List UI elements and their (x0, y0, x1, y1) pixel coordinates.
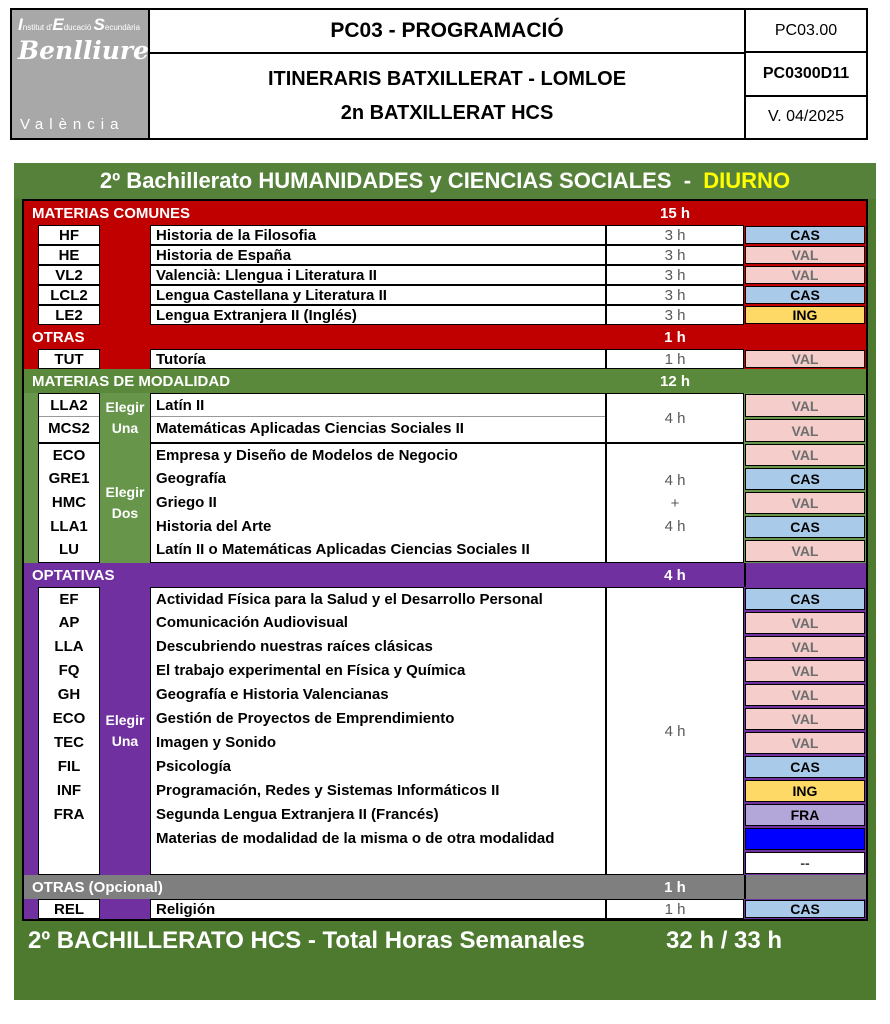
subject-cell: Comunicación Audiovisual (156, 613, 348, 631)
language-cell: VAL (745, 708, 865, 730)
choose-cell-line: Elegir (105, 484, 145, 500)
row-gap-cell (100, 225, 150, 245)
row-gap-cell (100, 899, 150, 919)
code-cell: REL (38, 899, 100, 919)
section-band-hours: 4 h (664, 566, 686, 584)
language-cell: CAS (745, 468, 865, 490)
row-left-strip (24, 225, 38, 245)
table-content (22, 199, 868, 921)
code-cell: AP (58, 613, 80, 631)
table-title-shift: DIURNO (703, 168, 791, 193)
choose-cell-line: Elegir (105, 712, 145, 728)
subject-cell: Actividad Física para la Salud y el Desarrollo Personal (156, 590, 543, 608)
language-cell: VAL (745, 612, 865, 634)
doc-subtitles (150, 54, 744, 138)
section-band-hours: 1 h (664, 878, 686, 896)
subject-cell (151, 850, 605, 872)
subject-column (150, 587, 606, 875)
code-cell: TEC (54, 733, 84, 751)
logo-institution-name: Institut d'Educació Secundària (18, 15, 141, 34)
choose-cell-line: Dos (111, 505, 139, 521)
language-cell: VAL (745, 419, 865, 442)
section-band (24, 325, 866, 349)
hours-line: 4 h (664, 722, 686, 740)
section-band-lang-area (744, 201, 866, 225)
choose-cell-line: Elegir (105, 399, 145, 415)
row-left-strip (24, 245, 38, 265)
row-gap-cell (100, 265, 150, 285)
table-row (24, 899, 866, 919)
code-cell: LLA2 (39, 394, 99, 417)
language-cell: ING (745, 780, 865, 802)
row-gap-cell (100, 305, 150, 325)
code-cell: INF (56, 781, 82, 799)
subject-cell: Lengua Extranjera II (Inglés) (150, 305, 606, 325)
hours-line: 4 h (664, 409, 686, 427)
section-band-label: MATERIAS DE MODALIDAD (32, 372, 231, 390)
code-column (38, 393, 100, 443)
doc-subtitle-1: ITINERARIS BATXILLERAT - LOMLOE (267, 67, 627, 90)
subject-cell: El trabajo experimental en Física y Química (156, 661, 466, 679)
choose-cell-line: Una (111, 420, 139, 436)
subject-group (24, 393, 866, 443)
language-cell: VAL (745, 350, 865, 368)
section-band-lang-area (744, 563, 866, 587)
subject-column (150, 443, 606, 563)
hours-cell: 3 h (606, 285, 744, 305)
row-gap-cell (100, 349, 150, 369)
table-title (14, 163, 876, 199)
hours-cell: 3 h (606, 225, 744, 245)
section-band-label: MATERIAS COMUNES (32, 204, 191, 222)
row-left-strip (24, 899, 38, 919)
subject-column (150, 393, 606, 443)
code-cell: FQ (58, 661, 80, 679)
header-codes (744, 10, 866, 138)
table-title-main: 2º Bachillerato HUMANIDADES y CIENCIAS SOCIALES - (99, 168, 704, 193)
hours-cell: 3 h (606, 305, 744, 325)
code-cell: LLA (54, 637, 84, 655)
code-cell: FIL (57, 757, 81, 775)
hours-cell: 1 h (606, 349, 744, 369)
section-band-hours: 15 h (659, 204, 690, 222)
table-row (24, 285, 866, 305)
hours-cell: 3 h (606, 245, 744, 265)
section-band-label: OTRAS (32, 328, 85, 346)
group-left-strip (24, 393, 38, 443)
language-cell: VAL (745, 394, 865, 417)
subject-group (24, 443, 866, 563)
hours-cell-merged (606, 443, 744, 563)
language-cell: ING (745, 306, 865, 324)
doc-code-detail: PC0300D11 (746, 53, 866, 96)
document-header (10, 8, 868, 140)
logo-benlliure: Benlliure (18, 36, 149, 65)
footer-label: 2º BACHILLERATO HCS - Total Horas Semanales (28, 927, 585, 954)
code-cell: HF (38, 225, 100, 245)
code-cell: HE (38, 245, 100, 265)
section-band-hours: 1 h (664, 328, 686, 346)
code-cell: FRA (53, 805, 85, 823)
table-row (24, 305, 866, 325)
language-cell: CAS (745, 516, 865, 538)
code-cell: EF (59, 590, 79, 608)
section-band-lang-area (744, 369, 866, 393)
subject-cell: Materias de modalidad de la misma o de otra modalidad (156, 829, 555, 847)
curriculum-table (14, 163, 876, 1000)
choose-cell-line: Una (111, 733, 139, 749)
hours-line: 4 h (664, 517, 686, 535)
subject-cell: Griego II (156, 493, 217, 511)
hours-cell-merged (606, 587, 744, 875)
subject-cell: Gestión de Proyectos de Emprendimiento (156, 709, 455, 727)
code-cell: TUT (38, 349, 100, 369)
language-cell: VAL (745, 444, 865, 466)
hours-cell: 1 h (606, 899, 744, 919)
doc-version: V. 04/2025 (768, 108, 844, 126)
subject-cell: Geografía (156, 469, 227, 487)
hours-line: + (670, 494, 680, 512)
code-cell: GH (57, 685, 81, 703)
subject-cell: Tutoría (150, 349, 606, 369)
subject-cell: Imagen y Sonido (156, 733, 277, 751)
language-cell: CAS (745, 900, 865, 918)
code-cell: MCS2 (48, 420, 90, 437)
code-cell: HMC (51, 493, 87, 511)
code-column (38, 587, 100, 875)
row-gap-cell (100, 285, 150, 305)
language-cell: VAL (745, 246, 865, 264)
subject-group (24, 587, 866, 875)
section-band-hours: 12 h (659, 372, 690, 390)
row-left-strip (24, 349, 38, 369)
subject-cell: Historia del Arte (156, 517, 272, 535)
code-cell: VL2 (38, 265, 100, 285)
subject-cell: Empresa y Diseño de Modelos de Negocio (156, 446, 458, 464)
doc-title: PC03 - PROGRAMACIÓ (150, 10, 744, 54)
logo-city: València (20, 116, 125, 133)
row-left-strip (24, 265, 38, 285)
code-cell (39, 850, 99, 872)
doc-code: PC03.00 (746, 10, 866, 53)
section-band-label: OTRAS (Opcional) (32, 878, 163, 896)
code-cell: LE2 (38, 305, 100, 325)
group-left-strip (24, 443, 38, 563)
subject-cell: Lengua Castellana y Literatura II (150, 285, 606, 305)
section-band-label: OPTATIVAS (32, 566, 115, 584)
subject-cell: Descubriendo nuestras raíces clásicas (156, 637, 433, 655)
subject-cell: Valencià: Llengua i Literatura II (150, 265, 606, 285)
code-cell: GRE1 (48, 469, 90, 487)
table-row (24, 225, 866, 245)
row-gap-cell (100, 245, 150, 265)
section-band (24, 875, 866, 899)
subject-cell: Segunda Lengua Extranjera II (Francés) (156, 805, 439, 823)
subject-cell: Psicología (156, 757, 232, 775)
code-cell: ECO (52, 709, 86, 727)
language-cell: VAL (745, 660, 865, 682)
section-band (24, 369, 866, 393)
group-left-strip (24, 587, 38, 875)
language-cell: VAL (745, 636, 865, 658)
subject-cell: Historia de la Filosofia (150, 225, 606, 245)
subject-cell: Historia de España (150, 245, 606, 265)
code-cell: LU (59, 540, 79, 558)
section-band-lang-area (744, 875, 866, 899)
language-cell (745, 828, 865, 850)
language-cell: CAS (745, 588, 865, 610)
subject-cell: Matemáticas Aplicadas Ciencias Sociales II (156, 420, 464, 437)
choose-cell (100, 443, 150, 563)
table-row (24, 265, 866, 285)
code-column (38, 443, 100, 563)
language-cell: CAS (745, 226, 865, 244)
row-left-strip (24, 305, 38, 325)
language-cell: VAL (745, 684, 865, 706)
table-footer (14, 921, 876, 961)
language-cell: CAS (745, 756, 865, 778)
language-cell: VAL (745, 540, 865, 562)
subject-cell: Geografía e Historia Valencianas (156, 685, 389, 703)
choose-cell (100, 393, 150, 443)
doc-subtitle-2: 2n BATXILLERAT HCS (340, 101, 554, 124)
code-cell: LCL2 (38, 285, 100, 305)
language-cell: VAL (745, 492, 865, 514)
code-cell: LLA1 (50, 517, 88, 535)
table-row (24, 245, 866, 265)
subject-cell: Latín II o Matemáticas Aplicadas Ciencias Sociales II (156, 540, 530, 558)
language-cell: -- (745, 852, 865, 874)
subject-cell: Programación, Redes y Sistemas Informáticos II (156, 781, 500, 799)
table-row (24, 349, 866, 369)
row-left-strip (24, 285, 38, 305)
choose-cell (100, 587, 150, 875)
language-cell: CAS (745, 286, 865, 304)
subject-cell: Religión (150, 899, 606, 919)
footer-total-hours: 32 h / 33 h (666, 927, 783, 954)
code-cell: ECO (52, 446, 86, 464)
hours-cell: 3 h (606, 265, 744, 285)
section-band (24, 201, 866, 225)
code-cell (39, 826, 99, 850)
hours-line: 4 h (664, 471, 686, 489)
header-titles (150, 10, 744, 138)
language-cell: FRA (745, 804, 865, 826)
section-band-lang-area (744, 325, 866, 349)
language-cell: VAL (745, 266, 865, 284)
language-cell: VAL (745, 732, 865, 754)
subject-cell: Latín II (151, 394, 605, 417)
section-band (24, 563, 866, 587)
hours-cell-merged (606, 393, 744, 443)
ies-logo (12, 10, 150, 138)
